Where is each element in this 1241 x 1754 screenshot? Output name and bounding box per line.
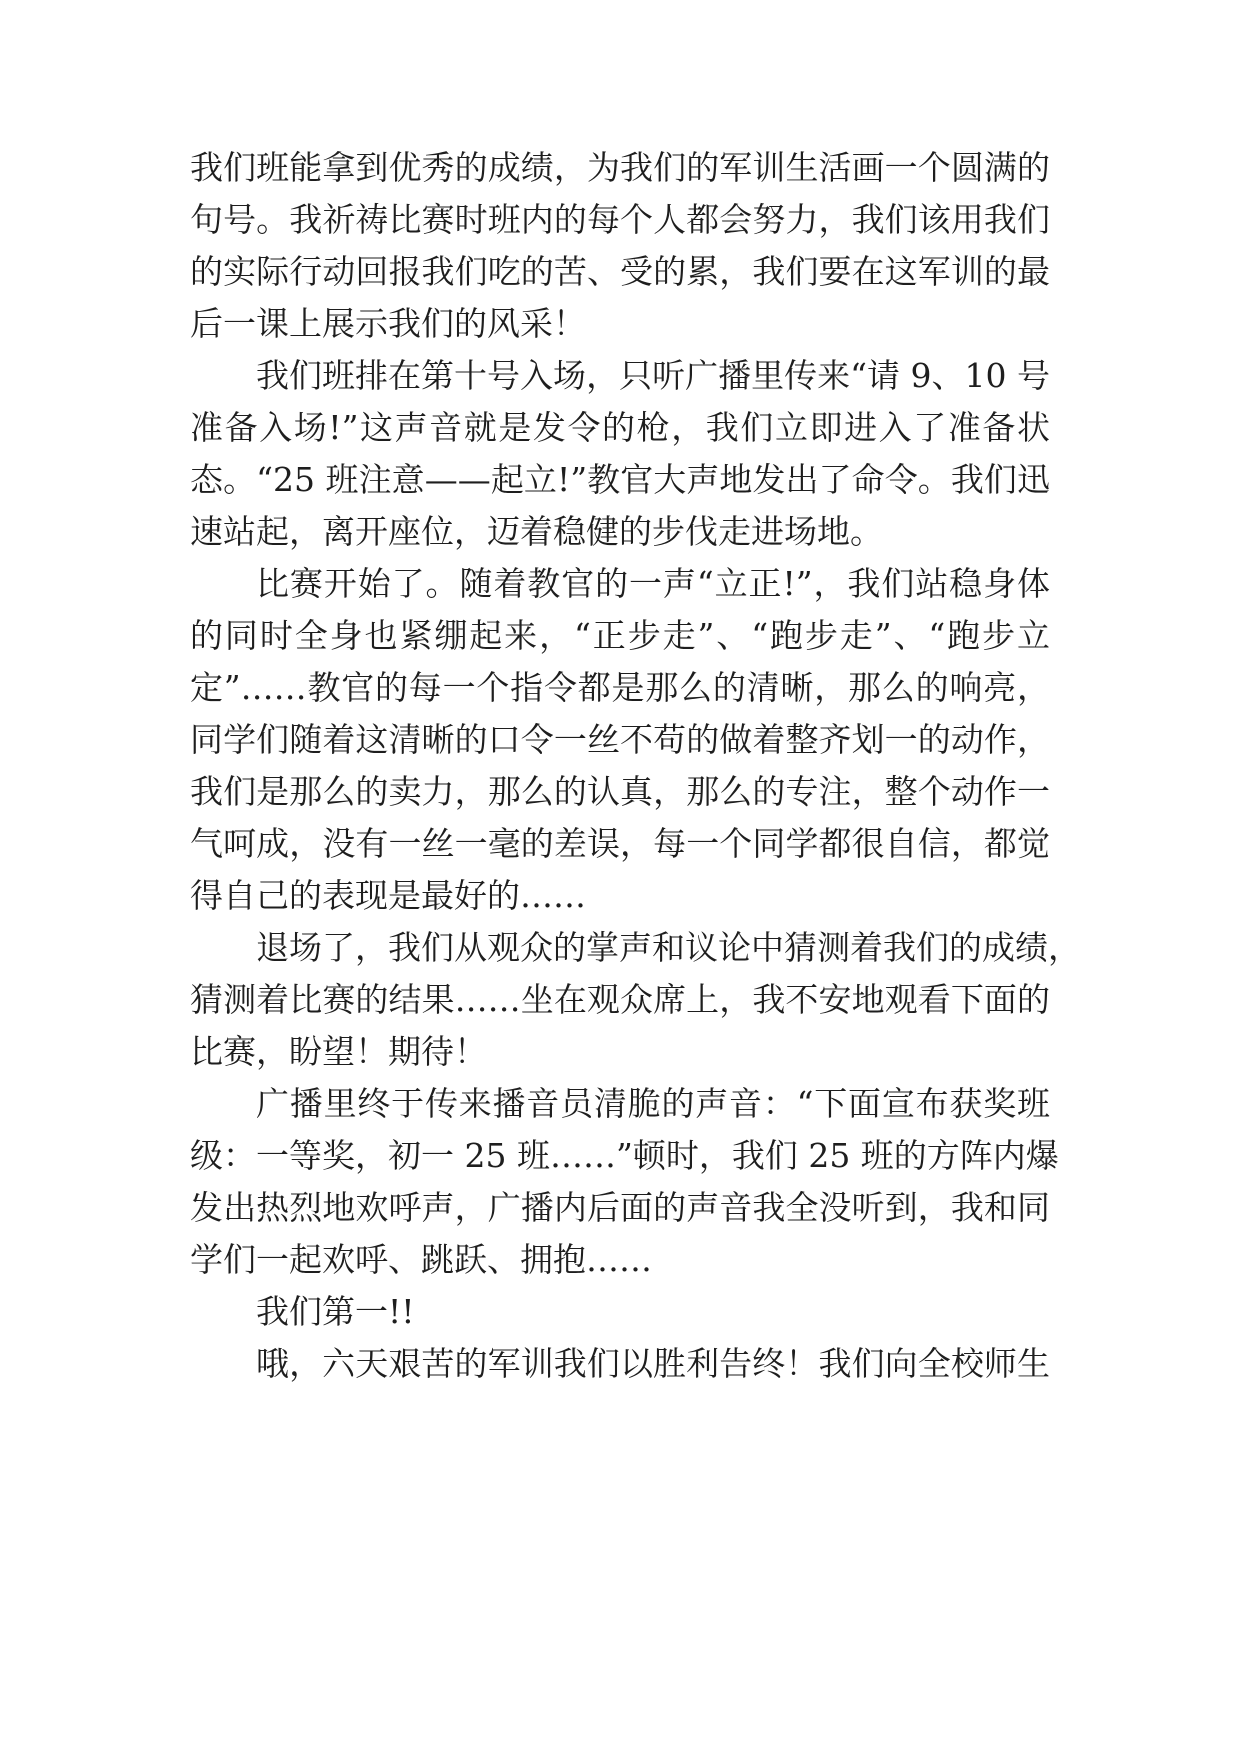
text-line: 我们是那么的卖力，那么的认真，那么的专注，整个动作一 (190, 772, 1050, 811)
text-line: 速站起，离开座位，迈着稳健的步伐走进场地。 (190, 512, 883, 551)
paragraph-first-line: 我们班排在第十号入场，只听广播里传来“请 9、10 号 (256, 356, 1050, 395)
text-line: 定”……教官的每一个指令都是那么的清晰，那么的响亮， (190, 668, 1050, 707)
text-line: 我们班能拿到优秀的成绩，为我们的军训生活画一个圆满的 (190, 148, 1050, 187)
paragraph-first-line: 我们第一!! (256, 1292, 415, 1331)
text-line: 得自己的表现是最好的…… (190, 876, 586, 915)
text-line: 准备入场!”这声音就是发令的枪，我们立即进入了准备状 (190, 408, 1050, 447)
text-line: 发出热烈地欢呼声，广播内后面的声音我全没听到，我和同 (190, 1188, 1050, 1227)
text-line: 气呵成，没有一丝一毫的差误，每一个同学都很自信，都觉 (190, 824, 1050, 863)
paragraph-first-line: 广播里终于传来播音员清脆的声音：“下面宣布获奖班 (256, 1084, 1050, 1123)
text-line: 后一课上展示我们的风采！ (190, 304, 586, 343)
text-line: 句号。我祈祷比赛时班内的每个人都会努力，我们该用我们 (190, 200, 1050, 239)
text-line: 猜测着比赛的结果……坐在观众席上，我不安地观看下面的 (190, 980, 1050, 1019)
text-line: 的同时全身也紧绷起来，“正步走”、“跑步走”、“跑步立 (190, 616, 1050, 655)
text-line: 级：一等奖，初一 25 班……”顿时，我们 25 班的方阵内爆 (190, 1136, 1059, 1175)
text-line: 比赛，盼望！期待！ (190, 1032, 487, 1071)
text-line: 同学们随着这清晰的口令一丝不苟的做着整齐划一的动作， (190, 720, 1050, 759)
paragraph-first-line: 比赛开始了。随着教官的一声“立正!”，我们站稳身体 (256, 564, 1050, 603)
text-line: 态。“25 班注意——起立!”教官大声地发出了命令。我们迅 (190, 460, 1050, 499)
text-line: 学们一起欢呼、跳跃、拥抱…… (190, 1240, 652, 1279)
paragraph-first-line: 退场了，我们从观众的掌声和议论中猜测着我们的成绩， (256, 928, 1081, 967)
paragraph-first-line: 哦，六天艰苦的军训我们以胜利告终！我们向全校师生 (256, 1344, 1050, 1383)
text-line: 的实际行动回报我们吃的苦、受的累，我们要在这军训的最 (190, 252, 1050, 291)
